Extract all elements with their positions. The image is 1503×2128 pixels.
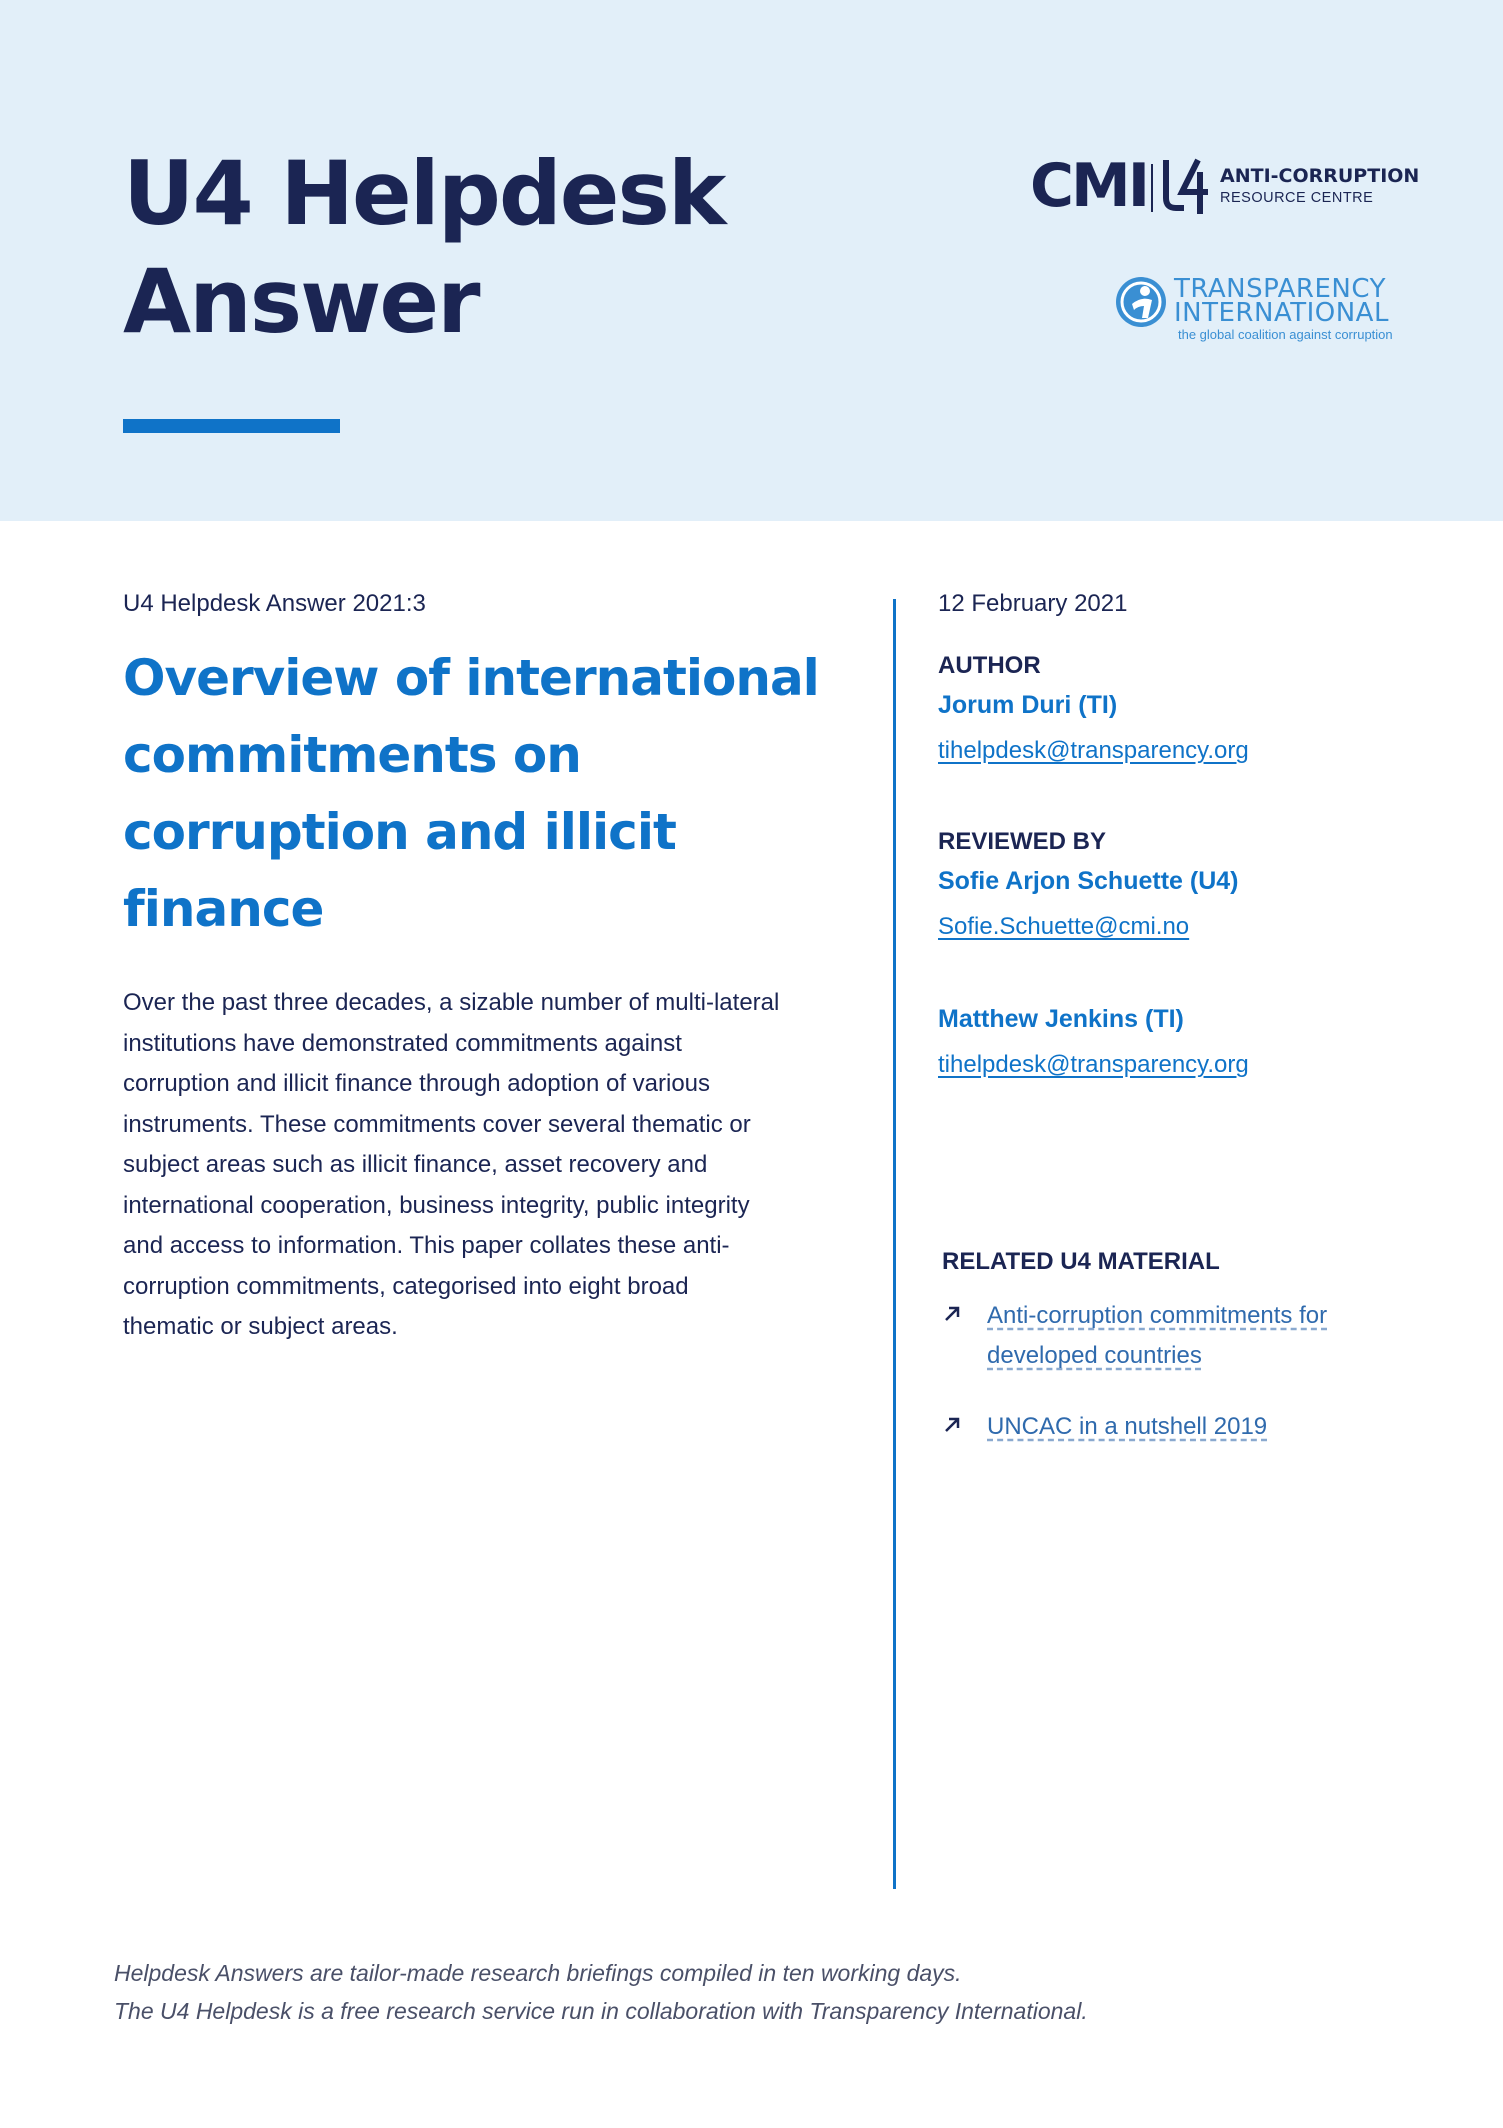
- publication-date: 12 February 2021: [938, 590, 1128, 617]
- answer-id: U4 Helpdesk Answer 2021:3: [123, 590, 426, 617]
- reviewer-name: Sofie Arjon Schuette (U4): [938, 867, 1239, 895]
- u4-logo-line1: ANTI-CORRUPTION: [1220, 165, 1420, 187]
- ti-logo-line2: INTERNATIONAL: [1174, 298, 1389, 328]
- related-link[interactable]: Anti-corruption commitments for: [987, 1302, 1328, 1329]
- footer-note: Helpdesk Answers are tailor-made research briefings compiled in ten working days. The U4 Helpdesk is a free research service run in collaboration with Transparency International.: [114, 1960, 1088, 2024]
- ti-globe-icon: [1114, 274, 1168, 330]
- related-link[interactable]: developed countries: [987, 1342, 1202, 1369]
- summary-paragraph: Over the past three decades, a sizable number of multi-lateral institutions have demonstrated commitments against corruption and illicit finance through adoption of various instruments. These commitments cover several thematic or subject areas such as illicit finance, asset recovery and international cooperation, business integrity, public integrity and access to information. This paper collates these anti- corruption commitments, categorised into eight broad thematic or subject areas.: [123, 989, 780, 1340]
- ti-logo-line1: TRANSPARENCY: [1174, 274, 1386, 304]
- related-item[interactable]: [942, 1407, 1382, 1449]
- cmi-logo-text: CMI: [1030, 151, 1148, 221]
- reviewed-by-label: REVIEWED BY: [938, 828, 1107, 855]
- logo-separator: [1151, 164, 1153, 212]
- column-divider: [893, 599, 896, 1889]
- related-material-label: RELATED U4 MATERIAL: [942, 1248, 1220, 1275]
- author-email-link[interactable]: tihelpdesk@transparency.org: [938, 737, 1249, 764]
- external-arrow-icon: [942, 1304, 962, 1324]
- page-title: U4 Helpdesk Answer: [123, 142, 725, 353]
- author-label: AUTHOR: [938, 652, 1041, 679]
- reviewer-email-link[interactable]: Sofie.Schuette@cmi.no: [938, 913, 1190, 940]
- external-arrow-icon: [942, 1415, 962, 1435]
- transparency-international-logo: [1114, 272, 1404, 346]
- cmi-u4-logo: [1030, 151, 1420, 221]
- reviewer-email-link[interactable]: tihelpdesk@transparency.org: [938, 1051, 1249, 1078]
- reviewer-name: Matthew Jenkins (TI): [938, 1005, 1184, 1033]
- header-band: [0, 0, 1503, 521]
- title-underline-bar: [123, 419, 340, 433]
- related-item[interactable]: [942, 1296, 1382, 1378]
- author-name: Jorum Duri (TI): [938, 691, 1118, 719]
- document-heading: Overview of international commitments on corruption and illicit finance: [123, 649, 819, 938]
- related-link[interactable]: UNCAC in a nutshell 2019: [987, 1413, 1268, 1440]
- ti-logo-tagline: the global coalition against corruption: [1178, 327, 1393, 342]
- u4-logo-line2: RESOURCE CENTRE: [1220, 190, 1374, 206]
- u4-logo-mark: [1160, 158, 1216, 216]
